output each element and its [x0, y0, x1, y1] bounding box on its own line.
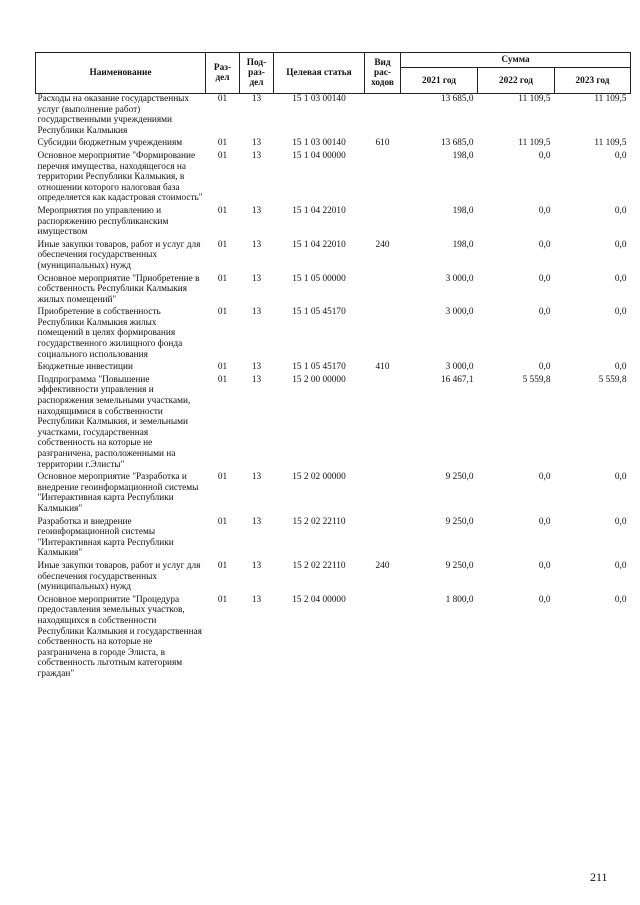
- cell-target: 15 2 02 22110: [292, 560, 346, 571]
- cell-vid: [365, 272, 401, 306]
- cell-2021: 198,0: [452, 205, 474, 216]
- cell-vid: [365, 515, 401, 559]
- cell-2021: 198,0: [452, 239, 474, 250]
- cell-vid: [365, 593, 401, 680]
- cell-target: 15 1 03 00140: [292, 138, 346, 149]
- cell-podrazdel: 13: [251, 307, 262, 318]
- cell-2021: 3 000,0: [445, 307, 474, 318]
- cell-2023: 0,0: [614, 239, 627, 250]
- header-sum: Сумма: [401, 53, 631, 68]
- cell-2023: 0,0: [614, 362, 627, 373]
- cell-2022: 0,0: [538, 362, 551, 373]
- cell-2022: 0,0: [538, 516, 551, 527]
- cell-name: Бюджетные инвестиции: [37, 362, 133, 373]
- cell-vid: 240: [375, 239, 390, 250]
- cell-podrazdel: 13: [251, 362, 262, 373]
- cell-2022: 0,0: [538, 205, 551, 216]
- cell-podrazdel: 13: [251, 472, 262, 483]
- header-razdel: Раз-дел: [206, 53, 240, 94]
- cell-name: Основное мероприятие "Процедура предоставления земельных участков, находящихся в собственности Республики Калмыкия и государственная собственность на которые не разграничена в городе Элиста, в собственность льготным категориям граждан": [37, 594, 202, 679]
- cell-2022: 0,0: [538, 307, 551, 318]
- header-vid: Вид рас-ходов: [365, 53, 401, 94]
- cell-name: Мероприятия по управлению и распоряжению республиканским имуществом: [37, 205, 169, 238]
- cell-2023: 0,0: [614, 560, 627, 571]
- table-row: [36, 360, 631, 373]
- table-row: [36, 149, 631, 204]
- cell-razdel: 01: [217, 307, 228, 318]
- cell-vid: [365, 149, 401, 204]
- cell-podrazdel: 13: [251, 594, 262, 605]
- cell-2021: 13 685,0: [440, 94, 474, 104]
- cell-target: 15 1 05 00000: [292, 273, 346, 284]
- cell-podrazdel: 13: [251, 560, 262, 571]
- cell-name: Основное мероприятие "Разработка и внедрение геоинформационной системы "Интерактивная карта Республики Калмыкия": [37, 472, 199, 514]
- cell-razdel: 01: [217, 560, 228, 571]
- cell-razdel: 01: [217, 205, 228, 216]
- cell-razdel: 01: [217, 239, 228, 250]
- table-row: [36, 593, 631, 680]
- table-row: [36, 373, 631, 470]
- cell-2023: 0,0: [614, 307, 627, 318]
- cell-razdel: 01: [217, 594, 228, 605]
- cell-name: Субсидии бюджетным учреждениям: [37, 138, 183, 149]
- table-header: [36, 53, 631, 94]
- cell-target: 15 2 04 00000: [292, 594, 346, 605]
- cell-2022: 0,0: [538, 594, 551, 605]
- cell-target: 15 2 00 00000: [292, 374, 346, 385]
- cell-vid: [365, 204, 401, 238]
- cell-2022: 5 559,8: [522, 374, 551, 385]
- cell-name: Основное мероприятие "Приобретение в собственность Республики Калмыкия жилых помещений": [37, 273, 200, 305]
- cell-podrazdel: 13: [251, 150, 262, 161]
- cell-2022: 0,0: [538, 273, 551, 284]
- cell-podrazdel: 13: [251, 516, 262, 527]
- cell-razdel: 01: [217, 516, 228, 527]
- cell-2022: 0,0: [538, 472, 551, 483]
- cell-2023: 5 559,8: [598, 374, 627, 385]
- cell-2023: 0,0: [614, 205, 627, 216]
- cell-podrazdel: 13: [251, 138, 262, 149]
- cell-razdel: 01: [217, 94, 228, 104]
- cell-vid: [365, 470, 401, 514]
- cell-2021: 9 250,0: [445, 472, 474, 483]
- page-number: 211: [590, 870, 608, 884]
- budget-table: [35, 52, 631, 679]
- cell-target: 15 1 04 22010: [292, 205, 346, 216]
- header-2023: 2023 год: [555, 68, 631, 94]
- cell-name: Приобретение в собственность Республики Калмыкия жилых помещений в целях формирования государственного жилищного фонда социального использования: [37, 307, 183, 360]
- cell-2022: 11 109,5: [518, 138, 551, 149]
- table-row: [36, 515, 631, 559]
- cell-2021: 13 685,0: [440, 138, 474, 149]
- cell-name: Иные закупки товаров, работ и услуг для обеспечения государственных (муниципальных) нужд: [37, 239, 201, 271]
- cell-vid: [365, 305, 401, 360]
- cell-2021: 198,0: [452, 150, 474, 161]
- header-2021: 2021 год: [401, 68, 478, 94]
- cell-target: 15 1 04 00000: [292, 150, 346, 161]
- cell-2021: 3 000,0: [445, 362, 474, 373]
- table-row: [36, 238, 631, 272]
- header-podrazdel: Под-раз-дел: [240, 53, 274, 94]
- cell-razdel: 01: [217, 362, 228, 373]
- cell-2023: 0,0: [614, 273, 627, 284]
- table-row: [36, 272, 631, 306]
- budget-page: [35, 52, 630, 679]
- cell-2023: 11 109,5: [594, 94, 627, 104]
- cell-2022: 0,0: [538, 560, 551, 571]
- cell-target: 15 2 02 22110: [292, 516, 346, 527]
- cell-2022: 11 109,5: [518, 94, 551, 104]
- cell-podrazdel: 13: [251, 273, 262, 284]
- cell-2021: 1 800,0: [445, 594, 474, 605]
- cell-razdel: 01: [217, 374, 228, 385]
- cell-target: 15 1 05 45170: [292, 307, 346, 318]
- cell-name: Расходы на оказание государственных услуг (выполнение работ) государственными учреждениями Республики Калмыкия: [37, 94, 190, 136]
- cell-vid: 410: [375, 362, 390, 373]
- table-row: [36, 305, 631, 360]
- cell-2023: 11 109,5: [594, 138, 627, 149]
- table-row: [36, 94, 631, 137]
- cell-razdel: 01: [217, 273, 228, 284]
- cell-podrazdel: 13: [251, 239, 262, 250]
- header-target: Целевая статья: [274, 53, 365, 94]
- cell-razdel: 01: [217, 138, 228, 149]
- cell-vid: 610: [375, 138, 390, 149]
- table-row: [36, 470, 631, 514]
- header-name: Наименование: [36, 53, 206, 94]
- cell-razdel: 01: [217, 472, 228, 483]
- cell-target: 15 1 04 22010: [292, 239, 346, 250]
- cell-name: Основное мероприятие "Формирование перечня имущества, находящегося на территории Республики Калмыкия, в отношении которого налоговая база определяется как кадастровая стоимость": [37, 150, 203, 204]
- cell-2023: 0,0: [614, 150, 627, 161]
- header-2022: 2022 год: [478, 68, 555, 94]
- table-row: [36, 136, 631, 149]
- cell-2023: 0,0: [614, 516, 627, 527]
- cell-name: Подпрограмма "Повышение эффективности управления и распоряжения земельными участками, находящимися в собственности Республики Калмыкия, и земельными участками, государственная собственность на которые не разграничена, расположенными на территории г.Элисты": [37, 374, 191, 470]
- cell-2021: 3 000,0: [445, 273, 474, 284]
- cell-target: 15 1 05 45170: [292, 362, 346, 373]
- cell-2021: 9 250,0: [445, 560, 474, 571]
- table-body: [36, 94, 631, 680]
- table-row: [36, 204, 631, 238]
- cell-2023: 0,0: [614, 472, 627, 483]
- cell-2021: 9 250,0: [445, 516, 474, 527]
- cell-target: 15 2 02 00000: [292, 472, 346, 483]
- cell-target: 15 1 03 00140: [292, 94, 346, 104]
- cell-podrazdel: 13: [251, 374, 262, 385]
- cell-name: Разработка и внедрение геоинформационной системы "Интерактивная карта Республики Калмыкия": [37, 516, 174, 559]
- cell-2022: 0,0: [538, 150, 551, 161]
- cell-podrazdel: 13: [251, 94, 262, 104]
- table-row: [36, 559, 631, 593]
- cell-2021: 16 467,1: [440, 374, 474, 385]
- cell-razdel: 01: [217, 150, 228, 161]
- cell-2022: 0,0: [538, 239, 551, 250]
- cell-podrazdel: 13: [251, 205, 262, 216]
- cell-vid: [365, 373, 401, 470]
- cell-name: Иные закупки товаров, работ и услуг для обеспечения государственных (муниципальных) нужд: [37, 560, 201, 593]
- cell-vid: [365, 94, 401, 137]
- cell-2023: 0,0: [614, 594, 627, 605]
- cell-vid: 240: [375, 560, 390, 571]
